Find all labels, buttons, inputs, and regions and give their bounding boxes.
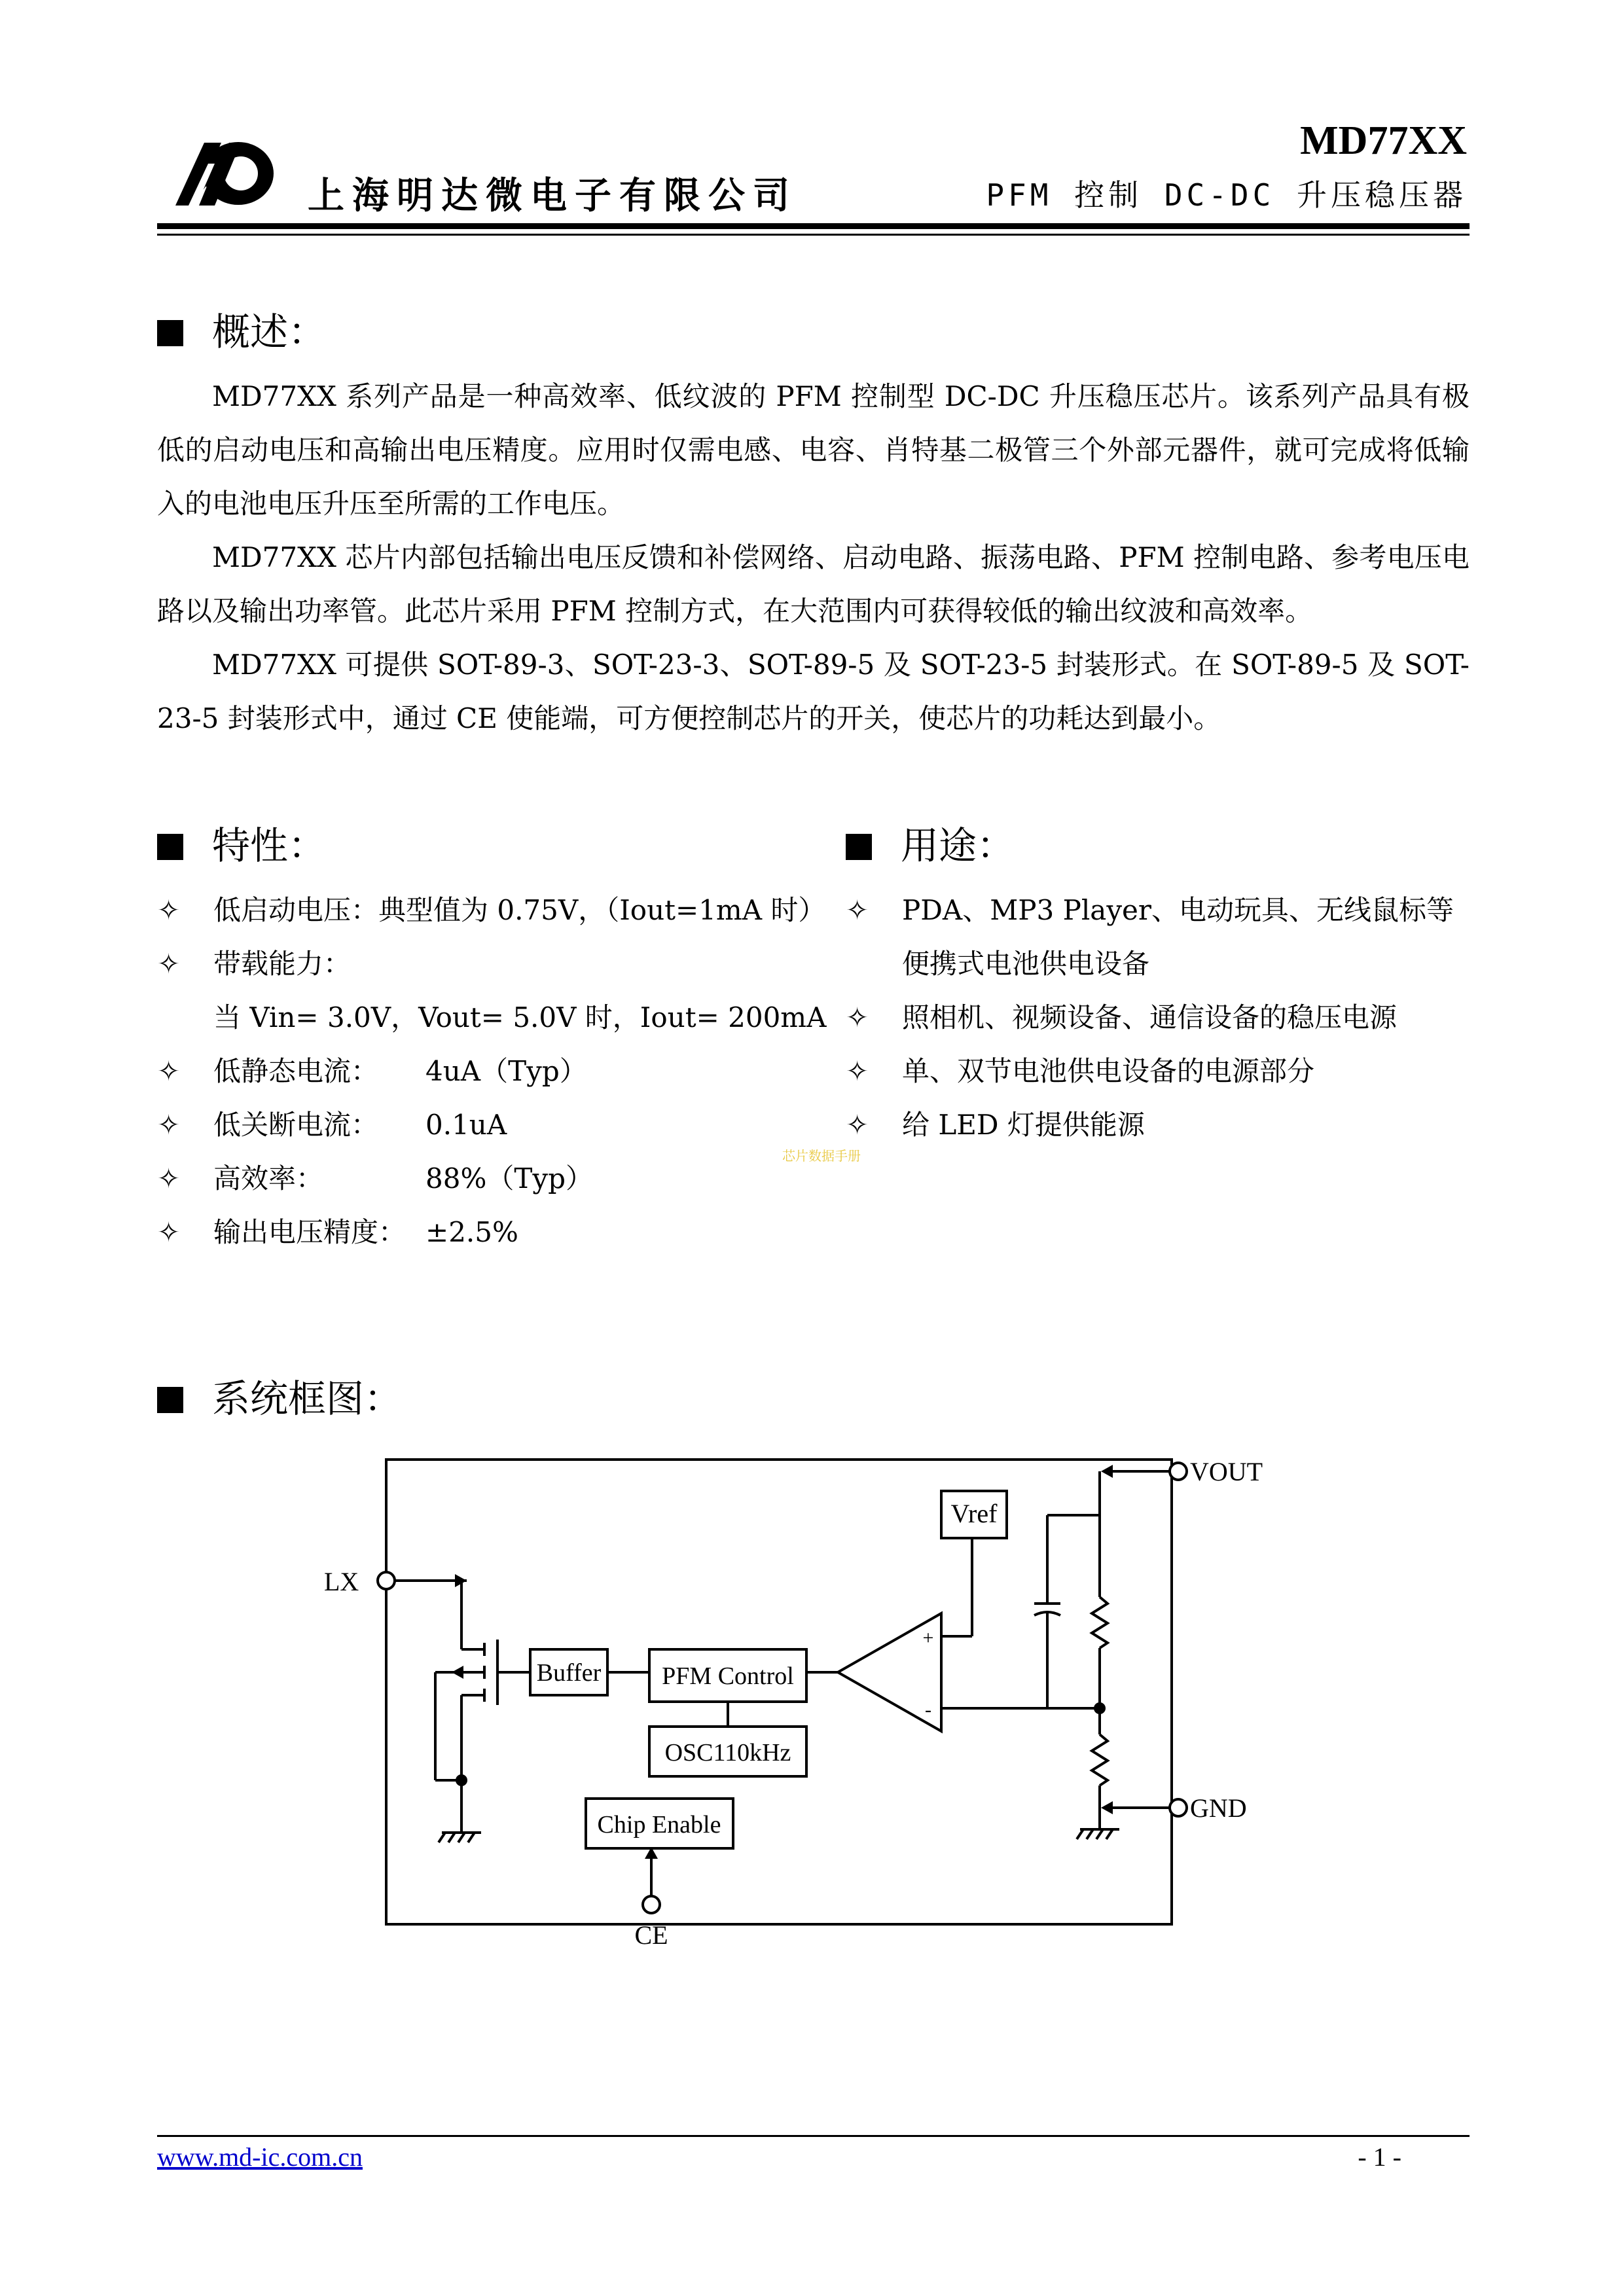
gnd-label: GND: [1190, 1793, 1247, 1823]
buffer-label: Buffer: [536, 1659, 602, 1687]
watermark: 芯片数据手册: [782, 1148, 861, 1164]
square-bullet-icon: [157, 834, 183, 860]
applications-heading: 用途：: [846, 815, 1015, 870]
website-link[interactable]: www.md-ic.com.cn: [157, 2142, 363, 2172]
comparator-minus: -: [925, 1699, 931, 1721]
vout-label: VOUT: [1190, 1457, 1263, 1486]
features-list: [157, 884, 831, 1259]
square-bullet-icon: [157, 320, 183, 346]
list-item: ✧ 低关断电流： 0.1uA: [157, 1098, 831, 1152]
diamond-bullet-icon: ✧: [846, 1001, 869, 1033]
list-item: ✧ 低启动电压：典型值为 0.75V，（Iout=1mA 时）: [157, 884, 831, 937]
vout-pin: [1170, 1463, 1187, 1480]
diamond-bullet-icon: ✧: [157, 1216, 181, 1248]
chip-enable-label: Chip Enable: [597, 1811, 721, 1839]
square-bullet-icon: [846, 834, 872, 860]
list-item: ✧ PDA、MP3 Player、电动玩具、无线鼠标等: [846, 884, 1474, 937]
diamond-bullet-icon: ✧: [157, 948, 181, 980]
ce-label: CE: [634, 1920, 668, 1950]
diamond-bullet-icon: ✧: [846, 1055, 869, 1087]
lx-label: LX: [324, 1567, 359, 1596]
osc-label: OSC110kHz: [664, 1739, 791, 1767]
diamond-bullet-icon: ✧: [157, 1055, 181, 1087]
lx-pin: [378, 1572, 395, 1589]
list-item: ✧ 低静态电流： 4uA（Typ）: [157, 1045, 831, 1098]
footer-rule: [157, 2135, 1470, 2137]
header-rule-thin: [157, 234, 1470, 236]
features-heading: 特性：: [157, 815, 326, 870]
list-item: ✧ 照相机、视频设备、通信设备的稳压电源: [846, 991, 1474, 1045]
list-item: ✧ 单、双节电池供电设备的电源部分: [846, 1045, 1474, 1098]
overview-paragraph: MD77XX 可提供 SOT-89-3、SOT-23-3、SOT-89-5 及 SOT-23-5 封装形式。在 SOT-89-5 及 SOT-23-5 封装形式中，通过 CE 使能端，可方便控制芯片的开关，使芯片的功耗达到最小。: [157, 649, 1470, 734]
square-bullet-icon: [157, 1387, 183, 1413]
diamond-bullet-icon: ✧: [157, 1109, 181, 1141]
gnd-pin: [1170, 1799, 1187, 1816]
diamond-bullet-icon: ✧: [157, 894, 181, 926]
diagram-heading: 系统框图：: [157, 1368, 402, 1423]
ce-pin: [643, 1896, 660, 1913]
list-item: 便携式电池供电设备: [902, 948, 1150, 980]
pfm-label: PFM Control: [662, 1662, 794, 1690]
list-item: ✧ 高效率： 88%（Typ）: [157, 1152, 831, 1206]
overview-heading: 概述：: [157, 301, 326, 356]
list-item: ✧ 输出电压精度： ±2.5%: [157, 1206, 831, 1259]
list-item: 当 Vin= 3.0V，Vout= 5.0V 时，Iout= 200mA: [213, 1001, 827, 1033]
diamond-bullet-icon: ✧: [846, 894, 869, 926]
product-subtitle: PFM 控制 DC-DC 升压稳压器: [986, 177, 1467, 213]
overview-paragraph: MD77XX 芯片内部包括输出电压反馈和补偿网络、启动电路、振荡电路、PFM 控制电路、参考电压电路以及输出功率管。此芯片采用 PFM 控制方式，在大范围内可获得较低的输出纹波和高效率。: [157, 541, 1470, 627]
overview-paragraph: MD77XX 系列产品是一种高效率、低纹波的 PFM 控制型 DC-DC 升压稳压芯片。该系列产品具有极低的启动电压和高输出电压精度。应用时仅需电感、电容、肖特基二极管三个外部元器件，就可完成将低输入的电池电压升压至所需的工作电压。: [157, 380, 1470, 520]
page-number: - 1 -: [1358, 2142, 1401, 2172]
diamond-bullet-icon: ✧: [157, 1162, 181, 1194]
overview-body: [157, 370, 1470, 745]
list-item: ✧ 带载能力：: [157, 937, 831, 991]
company-name: 上海明达微电子有限公司: [308, 174, 797, 217]
comparator-plus: +: [922, 1627, 934, 1649]
system-block-diagram: [314, 1440, 1322, 2003]
model-title: MD77XX: [1300, 118, 1467, 163]
vref-label: Vref: [950, 1499, 998, 1528]
applications-list: [846, 884, 1474, 1152]
header-rule-thick: [157, 223, 1470, 229]
list-item: ✧ 给 LED 灯提供能源: [846, 1098, 1474, 1152]
chip-outline: [386, 1460, 1172, 1924]
company-logo: [175, 137, 280, 209]
diamond-bullet-icon: ✧: [846, 1109, 869, 1141]
